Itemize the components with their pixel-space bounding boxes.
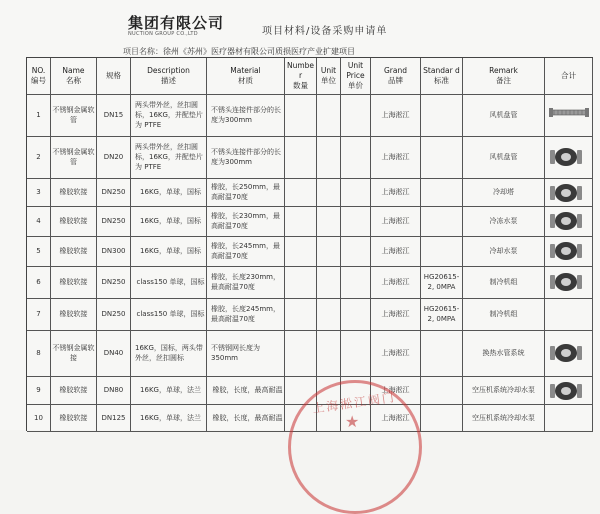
rubber-joint-icon [549, 144, 583, 170]
cell-desc [131, 94, 207, 136]
cell-spec [97, 236, 131, 266]
cell-spec-text: DN250 [101, 310, 126, 318]
cell-remark-text: 冷却塔 [493, 188, 514, 196]
cell-unit [317, 136, 341, 178]
cell-desc-text: class150 单球，国标 [136, 278, 205, 286]
cell-standard [421, 298, 463, 330]
cell-name [51, 136, 97, 178]
cell-no-text: 7 [36, 310, 41, 318]
cell-name [51, 404, 97, 431]
column-header-en: Remark [489, 66, 518, 75]
cell-name-text: 橡胶软接 [59, 413, 88, 422]
cell-desc-text: 两头带外丝，丝扣圆标，16KG，并配垫片为 PTFE [135, 101, 203, 129]
cell-standard-text: HG20615-2, 0MPA [423, 273, 460, 291]
cell-desc [131, 236, 207, 266]
cell-desc [131, 298, 207, 330]
purchase-table [26, 57, 593, 431]
cell-remark-text: 风机盘管 [489, 111, 518, 119]
cell-spec [97, 94, 131, 136]
cell-unit [317, 266, 341, 298]
cell-remark-text: 换热水管系统 [482, 349, 525, 357]
cell-standard-text: HG20615-2, 0MPA [423, 305, 460, 323]
cell-unit [317, 206, 341, 236]
cell-spec [97, 178, 131, 206]
cell-material-text: 橡胶，长230mm，最高耐温70度 [211, 212, 280, 230]
cell-name [51, 236, 97, 266]
cell-remark [463, 330, 545, 376]
column-header-cn: 单位 [321, 76, 336, 85]
table-row [27, 178, 593, 207]
cell-material [207, 266, 285, 298]
cell-name-text: 橡胶软接 [59, 247, 88, 255]
cell-material [207, 236, 285, 266]
cell-material [207, 94, 285, 136]
cell-name [51, 206, 97, 236]
cell-no [27, 206, 51, 236]
cell-unit [317, 178, 341, 206]
cell-remark [463, 178, 545, 206]
cell-spec [97, 206, 131, 236]
cell-material-text: 橡胶，长250mm，最高耐温70度 [211, 183, 280, 201]
cell-material-text: 橡胶，长度245mm，最高耐温70度 [211, 305, 280, 323]
column-header-cn: 备注 [496, 76, 511, 85]
cell-total [545, 266, 593, 298]
seal-star-icon: ★ [345, 412, 360, 431]
rubber-joint-icon [549, 180, 583, 206]
cell-spec [97, 376, 131, 404]
cell-number [285, 298, 317, 330]
cell-remark [463, 404, 545, 431]
column-header-en: Material [230, 66, 261, 75]
table-row [27, 94, 593, 137]
cell-name-text: 不锈钢金属软管 [52, 148, 95, 166]
column-header-cn: 名称 [66, 76, 81, 85]
cell-remark [463, 376, 545, 404]
cell-total [545, 404, 593, 431]
column-header-en: Unit Price [346, 61, 365, 80]
column-header [51, 58, 97, 94]
cell-unit [317, 330, 341, 376]
column-header [421, 58, 463, 94]
column-header-en: Standar d [423, 66, 460, 75]
cell-total [545, 206, 593, 236]
cell-remark [463, 298, 545, 330]
column-header [341, 58, 371, 94]
cell-standard [421, 266, 463, 298]
cell-name-text: 橡胶软接 [59, 217, 88, 225]
cell-unit [317, 94, 341, 136]
cell-material [207, 404, 285, 431]
hose-icon [549, 102, 589, 122]
cell-no-text: 8 [36, 349, 41, 357]
cell-desc-text: 16KG，单球，国标 [140, 247, 201, 255]
cell-number [285, 266, 317, 298]
cell-unit [317, 298, 341, 330]
column-header-cn: 描述 [161, 76, 176, 85]
cell-desc-text: class150 单球，国标 [136, 310, 205, 318]
cell-material-text: 橡胶，长度，最高耐温 [212, 413, 283, 422]
cell-name [51, 266, 97, 298]
cell-number [285, 94, 317, 136]
cell-no-text: 10 [34, 413, 43, 422]
cell-desc [131, 330, 207, 376]
cell-standard [421, 136, 463, 178]
cell-remark [463, 266, 545, 298]
cell-brand [371, 136, 421, 178]
cell-price [341, 298, 371, 330]
cell-brand-text: 上海淞江 [381, 386, 410, 394]
column-header-cn: 品牌 [388, 76, 403, 85]
cell-no [27, 266, 51, 298]
column-header [545, 58, 593, 94]
cell-total [545, 178, 593, 206]
cell-brand-text: 上海淞江 [381, 217, 410, 225]
column-header-en: Unit [320, 66, 337, 75]
cell-total [545, 136, 593, 178]
cell-name [51, 178, 97, 206]
cell-brand [371, 298, 421, 330]
column-header-en: NO. [31, 66, 46, 75]
column-header-en: Description [147, 66, 190, 75]
cell-material [207, 330, 285, 376]
cell-number [285, 136, 317, 178]
cell-material-text: 不锈钢网长度为350mm [211, 344, 260, 362]
cell-material-text: 橡胶，长度，最高耐温 [212, 386, 283, 394]
cell-brand [371, 94, 421, 136]
cell-price [341, 266, 371, 298]
cell-total [545, 94, 593, 136]
column-header-cn: 数量 [293, 81, 308, 90]
cell-spec [97, 404, 131, 431]
cell-brand-text: 上海淞江 [381, 310, 410, 318]
cell-desc [131, 376, 207, 404]
table-row [27, 298, 593, 331]
column-header-cn: 单价 [348, 81, 363, 90]
cell-total [545, 330, 593, 376]
cell-name-text: 橡胶软接 [59, 310, 88, 318]
cell-total [545, 236, 593, 266]
cell-no [27, 376, 51, 404]
column-header [317, 58, 341, 94]
cell-no [27, 330, 51, 376]
cell-name-text: 不锈钢金属软接 [52, 344, 95, 362]
column-header-cn: 规格 [106, 71, 121, 80]
cell-standard [421, 330, 463, 376]
cell-brand [371, 206, 421, 236]
cell-desc [131, 206, 207, 236]
rubber-joint-icon [549, 340, 583, 366]
cell-remark [463, 136, 545, 178]
cell-standard [421, 236, 463, 266]
cell-remark [463, 94, 545, 136]
cell-price [341, 178, 371, 206]
cell-material [207, 178, 285, 206]
cell-name [51, 330, 97, 376]
cell-total [545, 376, 593, 404]
cell-no-text: 5 [36, 247, 41, 255]
cell-no-text: 1 [36, 111, 41, 119]
cell-desc [131, 404, 207, 431]
table-row [27, 266, 593, 299]
column-header [97, 58, 131, 94]
cell-remark [463, 236, 545, 266]
cell-material-text: 橡胶，长245mm，最高耐温70度 [211, 242, 280, 260]
column-header-cn: 材质 [238, 76, 253, 85]
cell-no [27, 404, 51, 431]
table-row [27, 236, 593, 267]
project-value: 徐州《苏州》医疗器材有限公司质损医疗产业扩建项目 [163, 47, 355, 56]
cell-no-text: 6 [36, 278, 41, 286]
cell-name [51, 376, 97, 404]
cell-desc-text: 16KG，国标，两头带外丝，丝扣圆标 [135, 344, 203, 362]
column-header [463, 58, 545, 94]
cell-standard [421, 404, 463, 431]
cell-brand [371, 266, 421, 298]
cell-spec [97, 266, 131, 298]
cell-standard [421, 376, 463, 404]
cell-price [341, 206, 371, 236]
cell-standard [421, 178, 463, 206]
cell-name-text: 不锈钢金属软管 [52, 106, 95, 124]
cell-number [285, 330, 317, 376]
cell-name [51, 298, 97, 330]
cell-spec-text: DN20 [103, 153, 124, 161]
cell-spec-text: DN15 [103, 111, 124, 119]
cell-number [285, 206, 317, 236]
cell-brand [371, 236, 421, 266]
cell-spec [97, 136, 131, 178]
cell-remark-text: 制冷机组 [489, 278, 518, 286]
column-header [371, 58, 421, 94]
cell-spec-text: DN300 [101, 247, 126, 255]
cell-no-text: 9 [36, 386, 41, 394]
cell-name [51, 94, 97, 136]
cell-unit [317, 236, 341, 266]
cell-price [341, 136, 371, 178]
cell-brand [371, 178, 421, 206]
seal-text: 上海淞江阀门 [311, 390, 397, 416]
project-label: 项目名称： [123, 47, 163, 56]
cell-desc-text: 16KG，单球，法兰 [140, 413, 201, 422]
cell-brand-text: 上海淞江 [381, 188, 410, 196]
cell-spec-text: DN40 [103, 349, 124, 357]
cell-spec-text: DN80 [103, 386, 124, 394]
cell-material [207, 298, 285, 330]
cell-spec [97, 298, 131, 330]
cell-material [207, 376, 285, 404]
rubber-joint-icon [549, 378, 583, 404]
cell-standard [421, 94, 463, 136]
cell-name-text: 橡胶软接 [59, 386, 88, 394]
cell-desc [131, 178, 207, 206]
cell-no [27, 94, 51, 136]
cell-no-text: 3 [36, 188, 41, 196]
cell-remark-text: 空压机系统冷却水泵 [472, 386, 535, 394]
column-header [131, 58, 207, 94]
table-row [27, 136, 593, 179]
column-header [27, 58, 51, 94]
column-header [207, 58, 285, 94]
rubber-joint-icon [549, 238, 583, 264]
cell-number [285, 236, 317, 266]
cell-brand-text: 上海淞江 [381, 247, 410, 255]
cell-price [341, 330, 371, 376]
cell-material [207, 136, 285, 178]
cell-material-text: 橡胶，长度230mm，最高耐温70度 [211, 273, 280, 291]
table-row [27, 330, 593, 377]
cell-spec-text: DN250 [101, 188, 126, 196]
cell-desc-text: 两头带外丝，丝扣圆标，16KG，并配垫片为 PTFE [135, 143, 203, 171]
rubber-joint-icon [549, 208, 583, 234]
cell-desc-text: 16KG，单球，国标 [140, 188, 201, 196]
cell-brand [371, 330, 421, 376]
column-header-en: Numbe r [286, 61, 315, 80]
cell-name-text: 橡胶软接 [59, 188, 88, 196]
cell-desc-text: 16KG，单球，法兰 [140, 386, 201, 394]
cell-price [341, 94, 371, 136]
table-row [27, 206, 593, 237]
cell-brand-text: 上海淞江 [381, 349, 410, 357]
cell-material [207, 206, 285, 236]
document-title: 项目材料/设备采购申请单 [262, 26, 388, 37]
cell-name-text: 橡胶软接 [59, 278, 88, 286]
cell-brand-text: 上海淞江 [381, 111, 410, 119]
column-header-cn: 标准 [434, 76, 449, 85]
cell-desc [131, 136, 207, 178]
cell-no [27, 136, 51, 178]
cell-remark [463, 206, 545, 236]
cell-brand-text: 上海淞江 [381, 413, 410, 422]
cell-spec-text: DN250 [101, 217, 126, 225]
cell-brand-text: 上海淞江 [381, 278, 410, 286]
cell-material-text: 不锈头连接件部分的长度为300mm [211, 106, 281, 124]
cell-no-text: 2 [36, 153, 41, 161]
column-header-en: Grand [383, 66, 407, 75]
cell-no [27, 236, 51, 266]
column-header-cn: 合计 [561, 71, 576, 80]
rubber-joint-icon [549, 269, 583, 295]
company-english-name: NUCTION GROUP CO.,LTD [128, 31, 198, 37]
cell-standard [421, 206, 463, 236]
cell-no [27, 298, 51, 330]
column-header-en: Name [62, 66, 85, 75]
cell-remark-text: 冷冻水泵 [489, 217, 518, 225]
cell-no [27, 178, 51, 206]
cell-desc [131, 266, 207, 298]
table-header-row [27, 58, 593, 95]
cell-material-text: 不锈头连接件部分的长度为300mm [211, 148, 281, 166]
cell-no-text: 4 [36, 217, 41, 225]
cell-spec-text: DN125 [101, 413, 126, 422]
cell-desc-text: 16KG，单球，国标 [140, 217, 201, 225]
cell-remark-text: 冷却水泵 [489, 247, 518, 255]
company-logo: 集团有限公司 [128, 14, 225, 32]
column-header-cn: 编号 [31, 76, 46, 85]
cell-brand-text: 上海淞江 [381, 153, 410, 161]
cell-remark-text: 风机盘管 [489, 153, 518, 161]
cell-price [341, 236, 371, 266]
column-header [285, 58, 317, 94]
cell-remark-text: 空压机系统冷却水泵 [472, 413, 535, 422]
cell-spec-text: DN250 [101, 278, 126, 286]
cell-remark-text: 制冷机组 [489, 310, 518, 318]
cell-spec [97, 330, 131, 376]
cell-number [285, 178, 317, 206]
project-name-line [123, 46, 355, 57]
cell-total [545, 298, 593, 330]
